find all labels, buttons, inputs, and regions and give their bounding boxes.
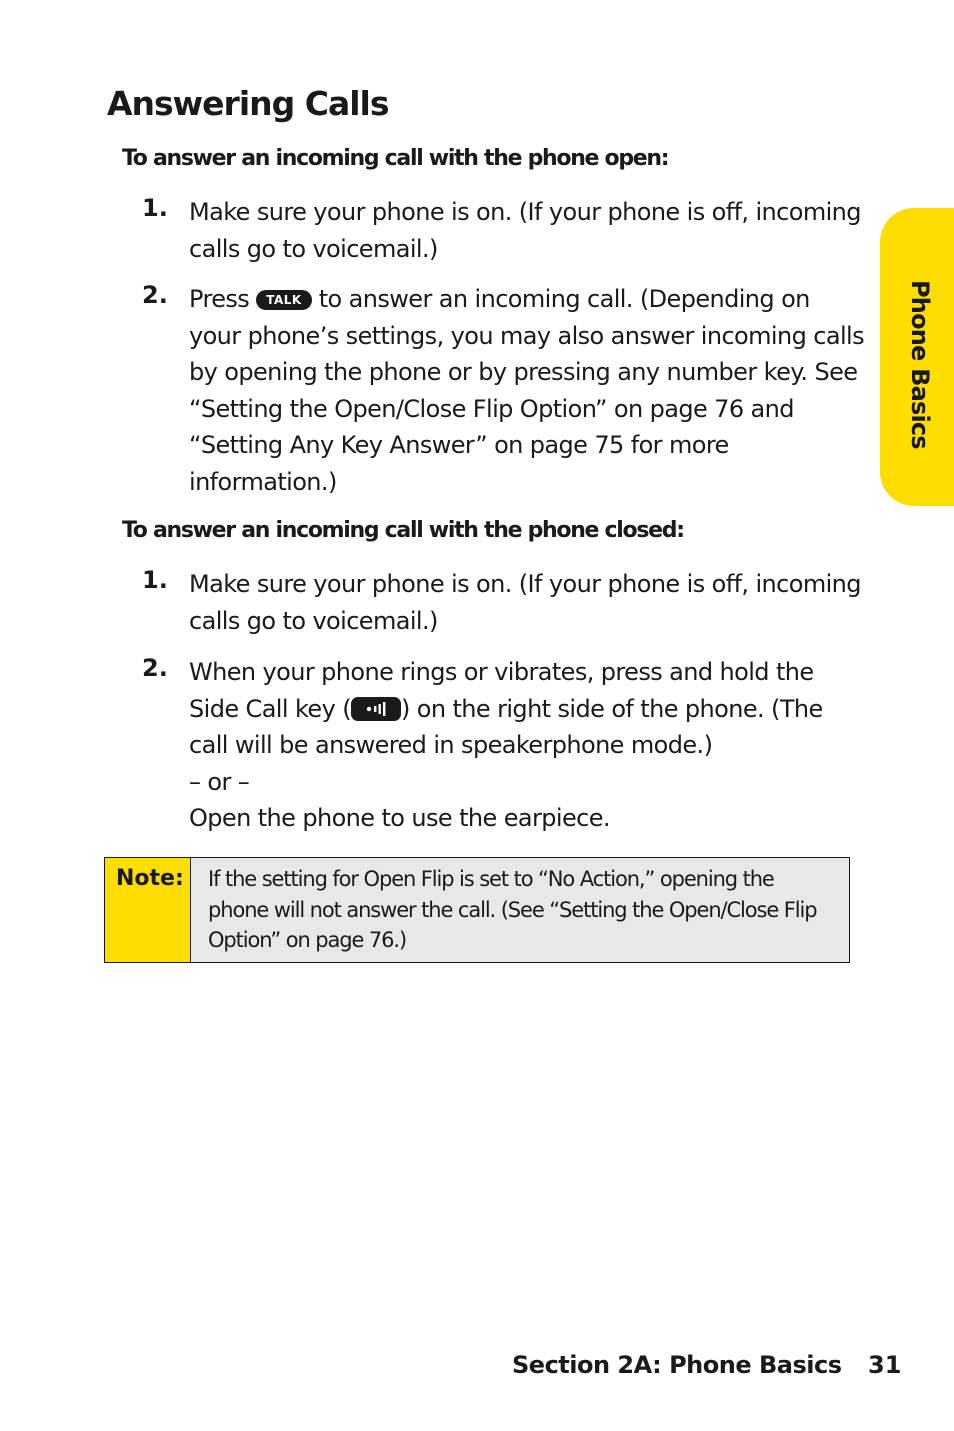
side-tab-label: Phone Basics — [906, 280, 934, 449]
step-text-before: Press — [189, 285, 257, 313]
note-box — [104, 857, 850, 963]
step-text-before: When your phone rings or vibrates, press and hold the Side Call key ( — [189, 658, 814, 723]
step-number: 2. — [142, 654, 168, 682]
note-label-cell — [105, 858, 191, 962]
step-number: 1. — [142, 194, 168, 222]
step-text — [189, 281, 865, 500]
step-text: Make sure your phone is on. (If your phone is off, incoming calls go to voicemail.) — [189, 570, 861, 635]
footer-page-number: 31 — [868, 1351, 902, 1379]
talk-key-icon: TALK — [256, 290, 312, 310]
page-title: Answering Calls — [107, 84, 389, 123]
step-text-after: to answer an incoming call. (Depending on your phone’s settings, you may also answer incoming calls by opening the phone or by pressing any number key. See “Setting the Open/Close Flip Option” on page 76 and “Setting Any Key Answer” on page 75 for more information.) — [189, 285, 864, 496]
note-label: Note: — [116, 866, 184, 891]
step-number: 2. — [142, 281, 168, 309]
footer-section-title: Section 2A: Phone Basics — [512, 1351, 842, 1379]
alternative-text: Open the phone to use the earpiece. — [189, 804, 610, 832]
open-phone-heading: To answer an incoming call with the phone open: — [122, 146, 669, 171]
note-text: If the setting for Open Flip is set to “No Action,” opening the phone will not answer the call. (See “Setting the Open/Close Flip Option” on page 76.) — [208, 867, 817, 952]
or-separator: – or – — [189, 767, 250, 796]
step-text: Make sure your phone is on. (If your phone is off, incoming calls go to voicemail.) — [189, 198, 861, 263]
step-text — [189, 654, 865, 837]
step-number: 1. — [142, 566, 168, 594]
closed-phone-heading: To answer an incoming call with the phone closed: — [122, 518, 684, 543]
step-text-after: ) on the right side of the phone. (The call will be answered in speakerphone mode.) — [189, 694, 823, 759]
side-call-key-icon — [351, 697, 401, 721]
